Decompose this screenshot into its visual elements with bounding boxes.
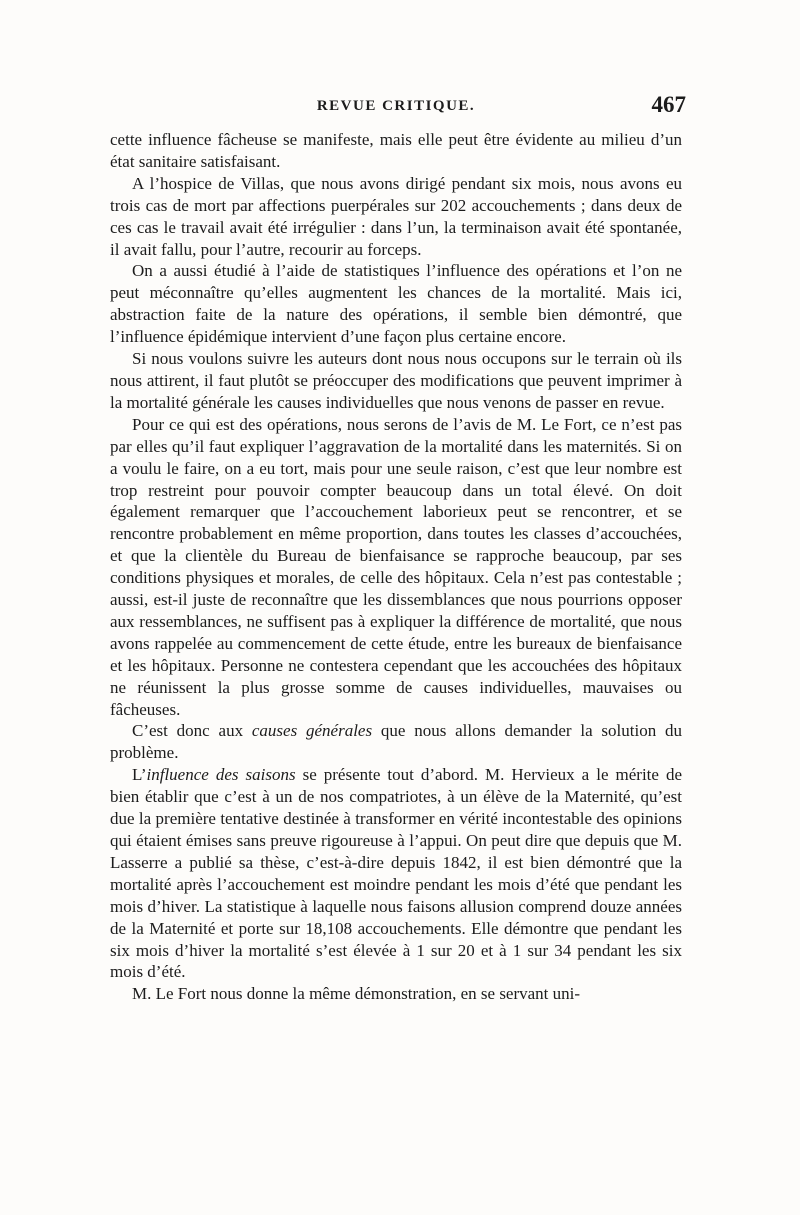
italic-term: causes générales xyxy=(251,721,373,741)
paragraph: On a aussi étudié à l’aide de statistiques l’influence des opérations et l’on ne peut méconnaître qu’elles augmentent les chances de la mortalité. Mais ici, abstraction faite de la nature des opérations, il semble bien démontré, que l’influence épidémique intervient d’une façon plus certaine encore. xyxy=(110,261,682,347)
paragraph: Si nous voulons suivre les auteurs dont nous nous occupons sur le terrain où ils nous attirent, il faut plutôt se préoccuper des modifications que peuvent imprimer à la mortalité générale les causes individuelles que nous venons de passer en revue. xyxy=(110,349,682,412)
page-header xyxy=(110,92,686,118)
paragraph: M. Le Fort nous donne la même démonstration, en se servant uni- xyxy=(132,984,581,1004)
body-text xyxy=(110,129,682,1005)
paragraph: cette influence fâcheuse se manifeste, mais elle peut être évidente au milieu d’un état sanitaire satisfaisant. xyxy=(110,130,682,171)
paragraph-text: que nous allons demander la solution du problème. xyxy=(110,721,683,763)
paragraph xyxy=(110,720,682,764)
paragraph xyxy=(110,764,682,983)
page-number: 467 xyxy=(651,92,686,117)
paragraph-text: L’ xyxy=(132,765,147,785)
paragraph-text: se présente tout d’abord. M. Hervieux a le mérite de bien établir que c’est à un de nos compatriotes, à un élève de la Maternité, qu’est due la première tentative destinée à transformer en vérité incontestable des opinions qui étaient émises sans preuve rigoureuse à l’appui. On peut dire que depuis que M. Lasserre a publié sa thèse, c’est-à-dire depuis 1842, il est bien démontré que la mortalité après l’accouchement est moindre pendant les mois d’été que pendant les mois d’hiver. La statistique à laquelle nous faisons allusion comprend douze années de la Maternité et porte sur 18,108 accouchements. Elle démontre que pendant les six mois d’hiver la mortalité s’est élevée à 1 sur 20 et à 1 sur 34 pendant les six mois d’été. xyxy=(110,765,682,982)
paragraph-text: C’est donc aux xyxy=(132,721,252,741)
paragraph: Pour ce qui est des opérations, nous serons de l’avis de M. Le Fort, ce n’est pas par elles qu’il faut expliquer l’aggravation de la mortalité dans les maternités. Si on a voulu le faire, on a eu tort, mais pour une seule raison, c’est que leur nombre est trop restreint pour pouvoir compter beaucoup dans un total élevé. On doit également remarquer que l’accouchement laborieux peut se rencontrer, et se rencontre probablement en même proportion, dans toutes les classes d’accouchées, et que la clientèle du Bureau de bienfaisance se rapproche beaucoup, par ses conditions physiques et morales, de celle des hôpitaux. Cela n’est pas contestable ; aussi, est-il juste de reconnaître que les dissemblances que nous pourrions opposer aux ressemblances, ne suffisent pas à expliquer la différence de mortalité, que nous avons rappelée au commencement de cette étude, entre les bureaux de bienfaisance et les hôpitaux. Personne ne contestera cependant que les accouchées des hôpitaux ne réunissent la plus grosse somme de causes individuelles, mauvaises ou fâcheuses. xyxy=(110,414,682,719)
italic-term: influence des saisons xyxy=(146,765,296,785)
paragraph: A l’hospice de Villas, que nous avons dirigé pendant six mois, nous avons eu trois cas de mort par affections puerpérales sur 202 accouchements ; dans deux de ces cas le travail avait été irrégulier : dans l’un, la terminaison avait été spontanée, il avait fallu, pour l’autre, recourir au forceps. xyxy=(110,173,682,259)
running-title: REVUE CRITIQUE. xyxy=(316,98,476,114)
